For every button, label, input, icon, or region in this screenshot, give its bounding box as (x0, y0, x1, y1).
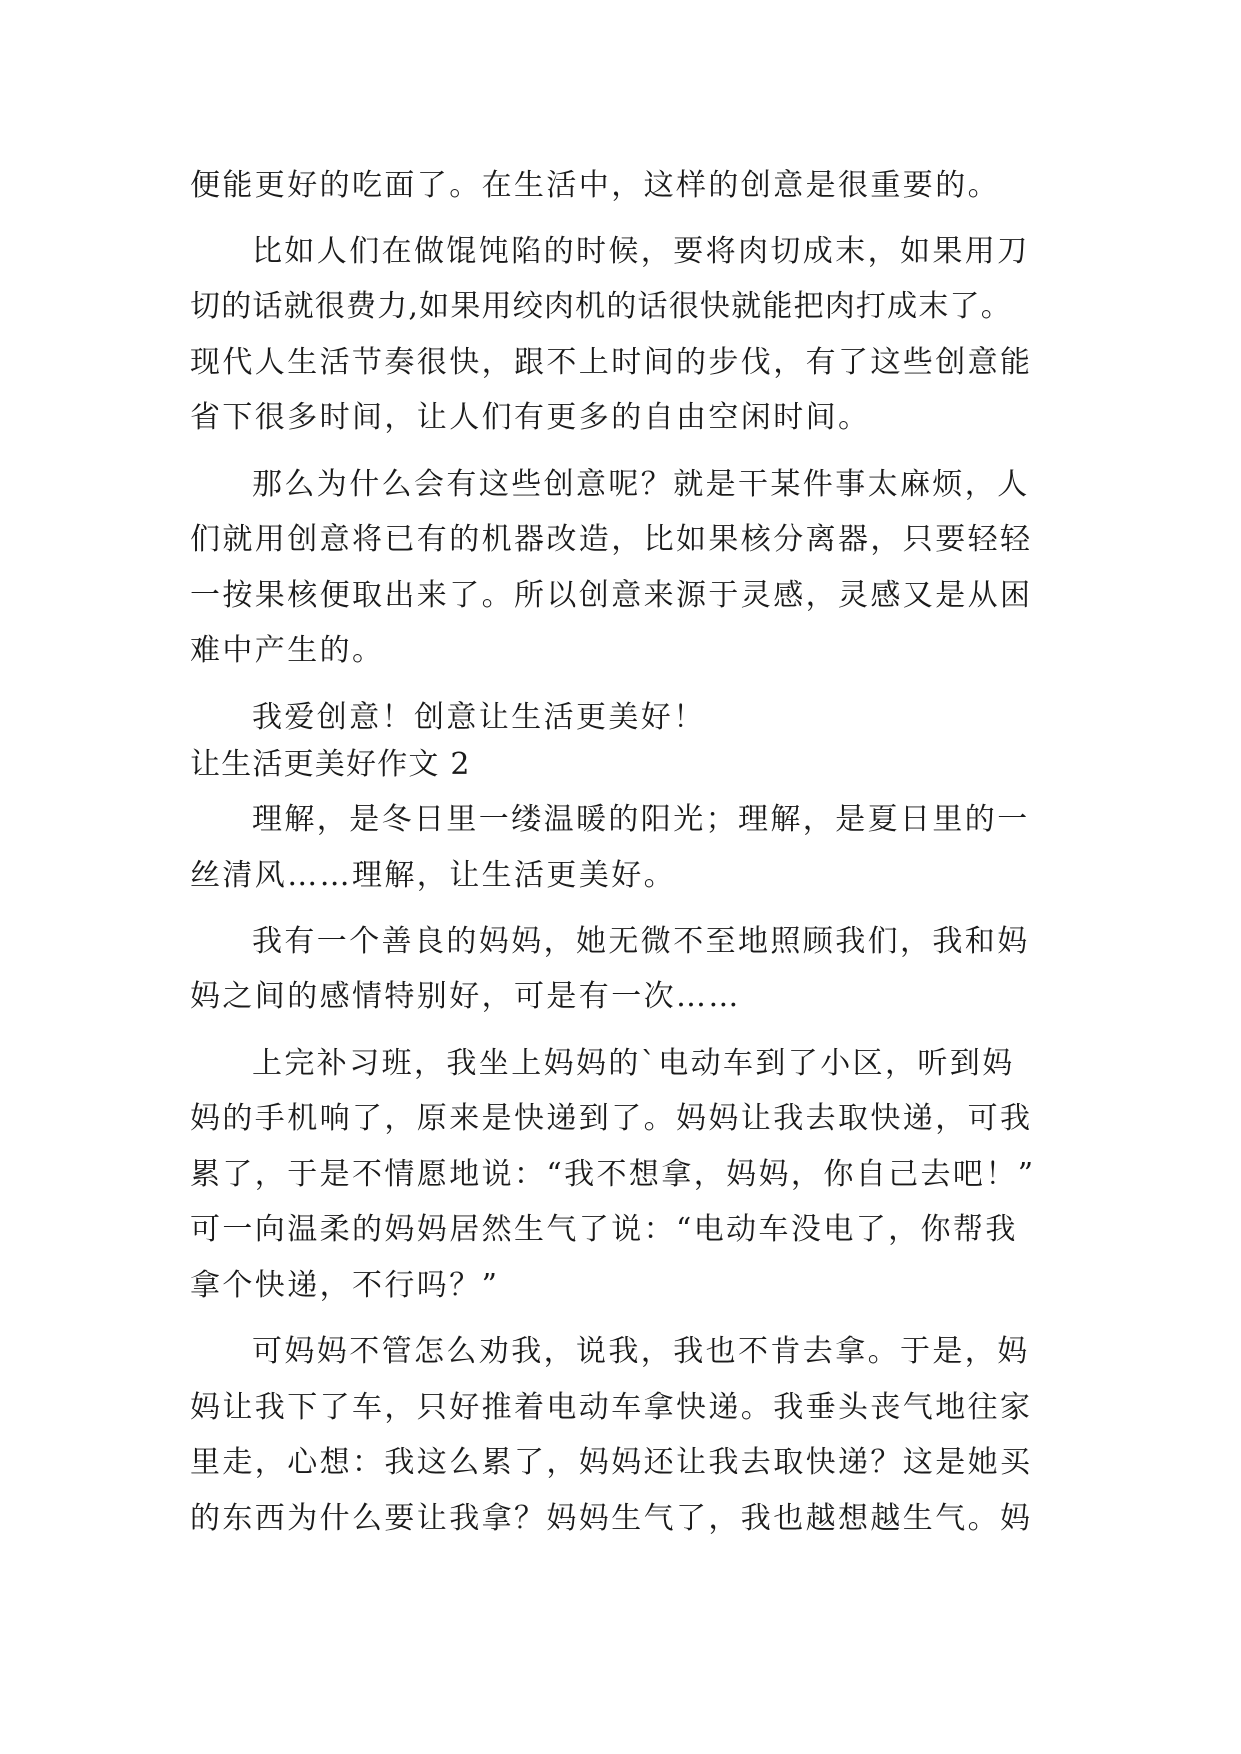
text-line: 的东西为什么要让我拿？妈妈生气了，我也越想越生气。妈 (190, 1501, 1033, 1536)
text-line: 便能更好的吃面了。在生活中，这样的创意是很重要的。 (190, 168, 1000, 203)
text-line: 里走，心想：我这么累了，妈妈还让我去取快递？这是她买 (190, 1445, 1033, 1480)
paragraph-first-line: 我有一个善良的妈妈，她无微不至地照顾我们，我和妈 (252, 924, 1030, 959)
paragraph-first-line: 那么为什么会有这些创意呢？就是干某件事太麻烦，人 (252, 467, 1030, 502)
paragraph-first-line: 理解，是冬日里一缕温暖的阳光；理解，是夏日里的一 (252, 802, 1030, 837)
text-line: 妈的手机响了，原来是快递到了。妈妈让我去取快递，可我 (190, 1101, 1033, 1136)
text-line: 拿个快递，不行吗？” (190, 1268, 500, 1303)
text-line: 妈让我下了车，只好推着电动车拿快递。我垂头丧气地往家 (190, 1390, 1033, 1425)
text-line: 们就用创意将已有的机器改造，比如果核分离器，只要轻轻 (190, 522, 1033, 557)
text-line: 丝清风……理解，让生活更美好。 (190, 858, 676, 893)
paragraph-first-line: 我爱创意！创意让生活更美好！ (252, 700, 706, 735)
text-line: 一按果核便取出来了。所以创意来源于灵感，灵感又是从困 (190, 578, 1033, 613)
text-line: 省下很多时间，让人们有更多的自由空闲时间。 (190, 400, 871, 435)
section-heading: 让生活更美好作文 2 (190, 747, 471, 782)
text-line: 难中产生的。 (190, 633, 385, 668)
text-line: 切的话就很费力,如果用绞肉机的话很快就能把肉打成末了。 (190, 289, 1012, 324)
paragraph-first-line: 可妈妈不管怎么劝我，说我，我也不肯去拿。于是，妈 (252, 1334, 1030, 1369)
text-line: 累了，于是不情愿地说：“我不想拿，妈妈，你自己去吧！” (190, 1157, 1036, 1192)
paragraph-first-line: 比如人们在做馄饨陷的时候，要将肉切成末，如果用刀 (252, 234, 1030, 269)
text-line: 可一向温柔的妈妈居然生气了说：“电动车没电了，你帮我 (190, 1212, 1018, 1247)
text-line: 现代人生活节奏很快，跟不上时间的步伐，有了这些创意能 (190, 345, 1033, 380)
text-line: 妈之间的感情特别好，可是有一次…… (190, 979, 741, 1014)
paragraph-first-line: 上完补习班，我坐上妈妈的`电动车到了小区，听到妈 (252, 1046, 1015, 1081)
